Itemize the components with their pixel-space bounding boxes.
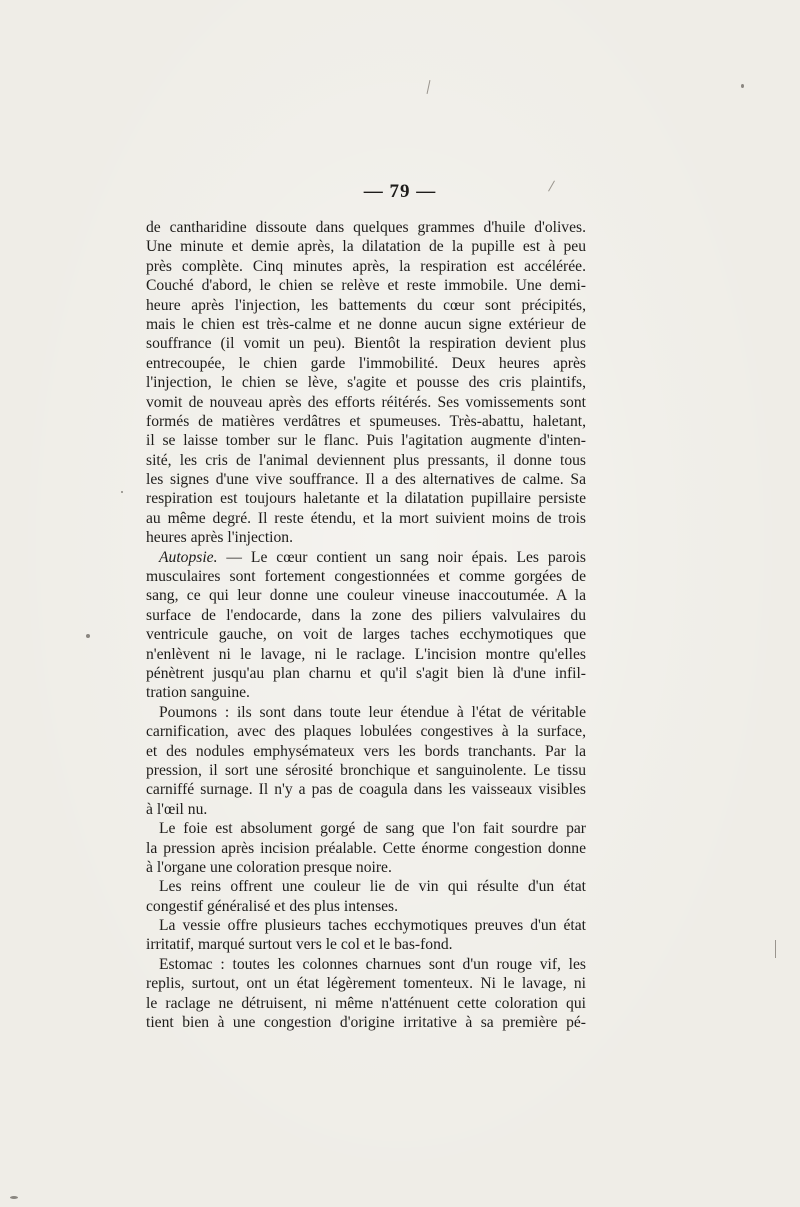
text-line: Les reins offrent une couleur lie de vin qui résulte d'un état: [159, 878, 586, 896]
text-line: irritatif, marqué surtout vers le col et le bas-fond.: [146, 936, 453, 954]
paragraph-lungs: [146, 703, 586, 819]
page-number: — 79 —: [363, 181, 437, 202]
paragraph-kidneys: [146, 877, 586, 916]
text-line: Couché d'abord, le chien se relève et reste immobile. Une demi-: [146, 277, 586, 295]
paragraph-stomach: [146, 955, 586, 1033]
text-line: tient bien à une congestion d'origine irritative à sa première pé-: [146, 1014, 586, 1032]
text-line: tration sanguine.: [146, 684, 250, 702]
scan-speck: [86, 634, 90, 638]
text-line: formés de matières verdâtres et spumeuses. Très-abattu, haletant,: [146, 412, 586, 430]
text-line: le raclage ne détruisent, ni même n'atténuent cette coloration qui: [146, 994, 586, 1012]
scan-speck: [741, 84, 744, 88]
scan-speck: [10, 1196, 18, 1199]
text-line: à l'œil nu.: [146, 800, 208, 818]
text-line: musculaires sont fortement congestionnées et comme gorgées de: [146, 568, 586, 586]
paragraph-experiment: [146, 218, 586, 548]
text-line: près complète. Cinq minutes après, la respiration est accélérée.: [146, 257, 586, 275]
text-line: l'injection, le chien se lève, s'agite et pousse des cris plaintifs,: [146, 374, 586, 392]
scan-speck: [121, 491, 123, 493]
text-line: sité, les cris de l'animal deviennent plus pressants, il donne tous: [146, 451, 586, 469]
paragraph-liver: [146, 819, 586, 877]
text-line: pénètrent jusqu'au plan charnu et qu'il s'agit bien là d'une infil-: [146, 664, 586, 682]
text-line: Estomac : toutes les colonnes charnues sont d'un rouge vif, les: [159, 955, 586, 973]
text-line: au même degré. Il reste étendu, et la mort suivient moins de trois: [146, 509, 586, 527]
paragraph-autopsy: [146, 548, 586, 703]
text-line: Le foie est absolument gorgé de sang que l'on fait sourdre par: [159, 820, 586, 838]
text-line: replis, surtout, ont un état légèrement tomenteux. Ni le lavage, ni: [146, 975, 586, 993]
text-line: surface de l'endocarde, dans la zone des piliers valvulaires du: [146, 606, 586, 624]
text-line: la pression après incision préalable. Cette énorme congestion donne: [146, 839, 586, 857]
text-line: entrecoupée, le chien garde l'immobilité. Deux heures après: [146, 354, 586, 372]
text-line: souffrance (il vomit un peu). Bientôt la respiration devient plus: [146, 335, 586, 353]
text-line: La vessie offre plusieurs taches ecchymotiques preuves d'un état: [159, 917, 586, 935]
text-line: de cantharidine dissoute dans quelques grammes d'huile d'olives.: [146, 219, 586, 236]
text-line: à l'organe une coloration presque noire.: [146, 858, 392, 876]
autopsy-first-line: — Le cœur contient un sang noir épais. Les parois: [217, 548, 586, 566]
text-line: et des nodules emphysémateux vers les bords tranchants. Par la: [146, 742, 586, 760]
text-line: carnification, avec des plaques lobulées congestives à la surface,: [146, 723, 586, 741]
text-line: n'enlèvent ni le lavage, ni le raclage. L'incision montre qu'elles: [146, 645, 586, 663]
text-line: [146, 548, 586, 567]
text-line: congestif généralisé et des plus intenses.: [146, 897, 399, 915]
text-line: vomit de nouveau après des efforts réitérés. Ses vomissements sont: [146, 393, 586, 411]
text-line: Poumons : ils sont dans toute leur étendue à l'état de véritable: [159, 703, 586, 721]
text-line: ventricule gauche, on voit de larges taches ecchymotiques que: [146, 626, 586, 644]
scan-mark: [775, 940, 776, 958]
autopsy-lead: Autopsie.: [159, 548, 218, 566]
text-line: respiration est toujours haletante et la dilatation pupillaire persiste: [146, 490, 586, 508]
text-line: mais le chien est très-calme et ne donne aucun signe extérieur de: [146, 315, 586, 333]
text-line: heures après l'injection.: [146, 529, 293, 547]
text-line: heure après l'injection, les battements du cœur sont précipités,: [146, 296, 586, 314]
paragraph-bladder: [146, 916, 586, 955]
text-line: Une minute et demie après, la dilatation de la pupille est à peu: [146, 238, 586, 256]
body-text: [146, 218, 586, 1032]
text-line: carniffé surnage. Il n'y a pas de coagula dans les vaisseaux visibles: [146, 781, 586, 799]
text-line: les signes d'une vive souffrance. Il a des alternatives de calme. Sa: [146, 471, 586, 489]
text-line: sang, ce qui leur donne une couleur vineuse inaccoutumée. A la: [146, 587, 586, 605]
scan-mark: [427, 80, 431, 94]
text-line: il se laisse tomber sur le flanc. Puis l'agitation augmente d'inten-: [146, 432, 586, 450]
text-line: pression, il sort une sérosité bronchique et sanguinolente. Le tissu: [146, 761, 586, 779]
